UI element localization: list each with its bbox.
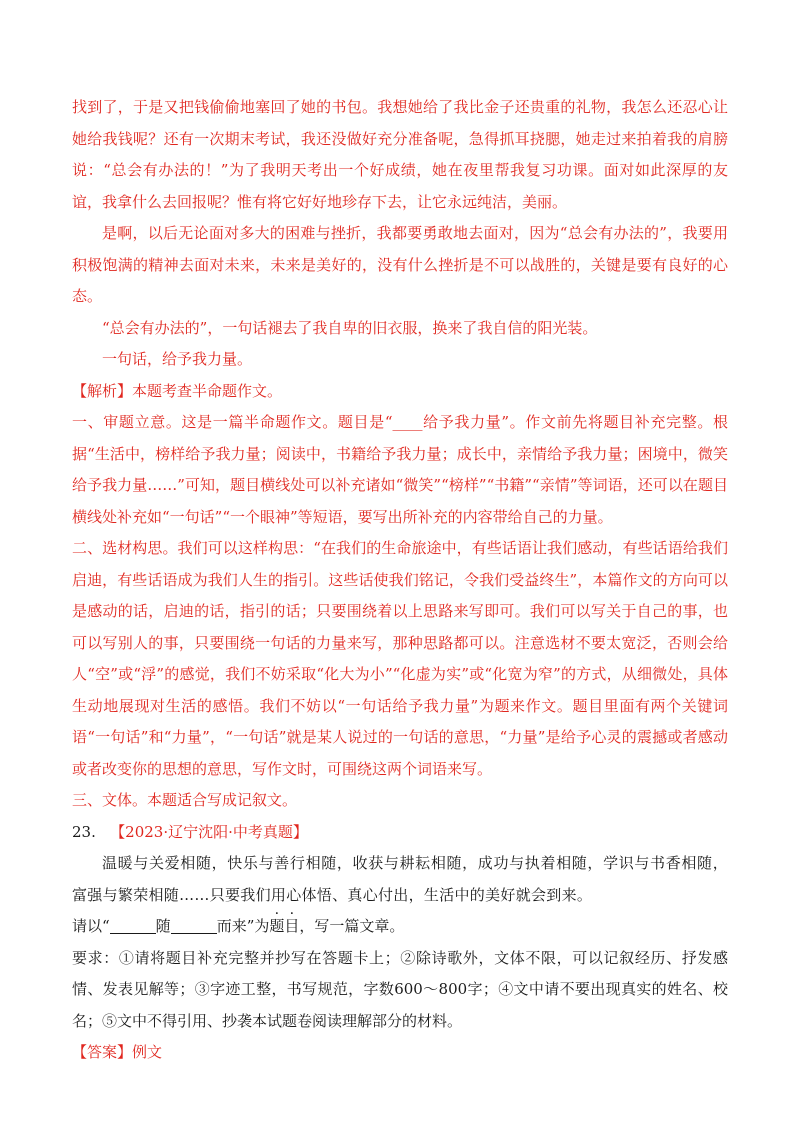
- analysis-section-1: 一、审题立意。这是一篇半命题作文。题目是“____给予我力量”。作文前先将题目补充完整。根据“生活中，榜样给予我力量；阅读中，书籍给予我力量；成长中，亲情给予我力量；困境中，微笑给予我力量……”可知，题目横线处可以补充诸如“微笑”“榜样”“书籍”“亲情”等词语，还可以在题目横线处补充如“一句话”“一个眼神”等短语，要写出所补充的内容带给自己的力量。: [72, 413, 728, 526]
- question-material: 温暖与关爱相随，快乐与善行相随，收获与耕耘相随，成功与执着相随，学识与书香相随，富强与繁荣相随……只要我们用心体悟、真心付出，生活中的美好就会到来。: [72, 854, 728, 904]
- analysis-heading: [72, 376, 728, 408]
- answer-label: 【答案】: [72, 1043, 133, 1061]
- question-number: 23.: [72, 822, 96, 841]
- question-requirements: 要求：①请将题目补充完整并抄写在答题卡上；②除诗歌外，文体不限，可以记叙经历、抒发感情、发表见解等；③字迹工整，书写规范，字数600～800字；④文中请不要出现真实的姓名、校名；⑤文中不得引用、抄袭本试题卷阅读理解部分的材料。: [72, 948, 728, 1030]
- analysis-label: 【解析】: [72, 381, 133, 400]
- essay-paragraph-2: 是啊，以后无论面对多大的困难与挫折，我都要勇敢地去面对，因为“总会有办法的”，我要用积极饱满的精神去面对未来，未来是美好的，没有什么挫折是不可以战胜的，关键是要有良好的心态。: [72, 224, 728, 305]
- analysis-section-2: 二、选材构思。我们可以这样构思：“在我们的生命旅途中，有些话语让我们感动，有些话语给我们启迪，有些话语成为我们人生的指引。这些话使我们铭记，令我们受益终生”，本篇作文的方向可以是感动的话，启迪的话，指引的话；只要围绕着以上思路来写即可。我们可以写关于自己的事，也可以写别人的事，只要围绕一句话的力量来写，那种思路都可以。注意选材不要太宽泛，否则会给人“空”或“浮”的感觉，我们不妨采取“化大为小”“化虚为实”或“化宽为窄”的方式，从细微处，具体生动地展现对生活的感悟。我们不妨以“一句话给予我力量”为题来作文。题目里面有两个关键词语“一句话”和“力量”，“一句话”就是某人说过的一句话的意思，“力量”是给予心灵的震撼或者感动或者改变你的思想的意思，写作文时，可围绕这两个词语来写。: [72, 539, 728, 778]
- answer-text: 例文: [132, 1043, 163, 1061]
- essay-paragraph-1: 找到了，于是又把钱偷偷地塞回了她的书包。我想她给了我比金子还贵重的礼物，我怎么还忍心让她给我钱呢？还有一次期末考试，我还没做好充分准备呢，急得抓耳挠腮，她走过来拍着我的肩膀说：“总会有办法的！”为了我明天考出一个好成绩，她在夜里帮我复习功课。面对如此深厚的友谊，我拿什么去回报呢？惟有将它好好地珍存下去，让它永远纯洁，美丽。: [72, 98, 728, 211]
- answer-heading: [72, 1037, 728, 1069]
- question-source: 【2023·辽宁沈阳·中考真题】: [110, 822, 308, 841]
- analysis-section-3: 三、文体。本题适合写成记叙文。: [72, 791, 298, 809]
- document-page: [72, 92, 728, 1069]
- emphasis-char-ti: 题: [269, 917, 285, 935]
- question-header: [72, 817, 728, 849]
- analysis-intro: 本题考查半命题作文。: [132, 381, 283, 400]
- question-prompt: 请以“ 随 而来”为题目，写一篇文章。: [72, 917, 405, 935]
- blank-line-1: [110, 917, 156, 934]
- blank-line-2: [171, 917, 217, 934]
- essay-paragraph-4: 一句话，给予我力量。: [102, 350, 253, 368]
- essay-paragraph-3: “总会有办法的”，一句话褪去了我自卑的旧衣服，换来了我自信的阳光装。: [102, 318, 598, 337]
- emphasis-char-mu: 目: [284, 917, 300, 935]
